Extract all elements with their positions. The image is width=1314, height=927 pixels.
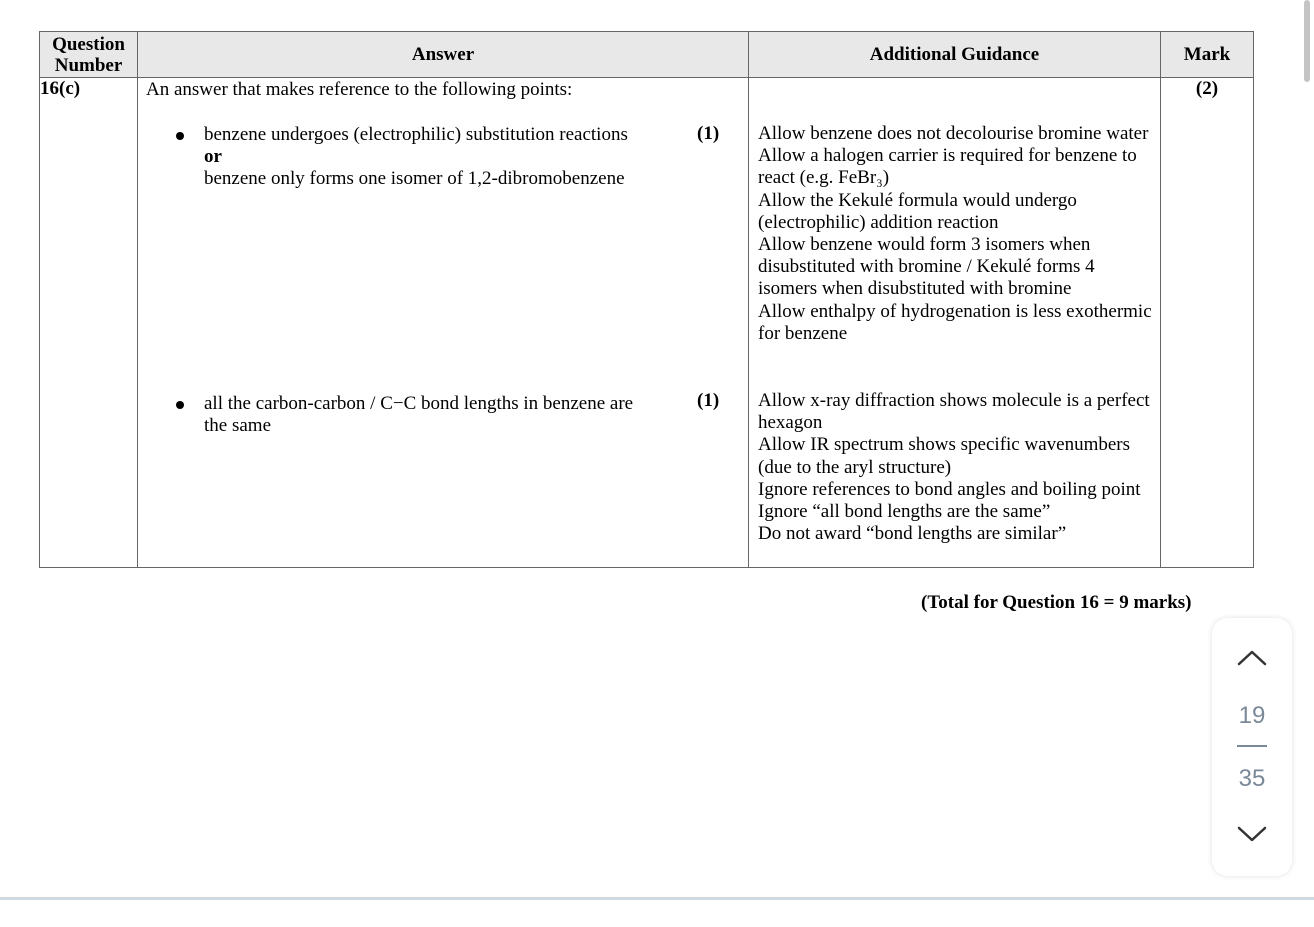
header-mark: Mark: [1161, 32, 1254, 78]
current-page-number: 19: [1238, 702, 1266, 729]
question-number: 16(c): [40, 78, 138, 568]
header-row: [40, 32, 1254, 78]
guidance-line: Allow benzene does not decolourise bromine water: [758, 123, 1149, 144]
guidance-line: Do not award “bond lengths are similar”: [758, 523, 1067, 545]
answer-point-1-connector: or: [204, 146, 222, 167]
mark-scheme-table: [39, 31, 1254, 568]
header-question-number: Question Number: [40, 32, 138, 78]
answer-point-1-mark: (1): [697, 123, 720, 144]
scrollbar[interactable]: [1302, 0, 1314, 898]
guidance-line: Ignore “all bond lengths are the same”: [758, 501, 1051, 523]
guidance-block-2: [758, 390, 1153, 545]
answer-cell: [138, 78, 749, 568]
chevron-up-icon[interactable]: [1234, 644, 1270, 672]
answer-point-1-line1: benzene undergoes (electrophilic) substitution reactions: [204, 124, 628, 145]
guidance-cell: [749, 78, 1161, 568]
table-row: [40, 78, 1254, 568]
bullet-icon: [176, 401, 184, 409]
chevron-down-icon[interactable]: [1234, 820, 1270, 848]
total-pages: 35: [1238, 765, 1266, 792]
page-navigator: [1212, 618, 1292, 876]
page-separator: [1237, 745, 1267, 747]
answer-point-2: all the carbon-carbon / C−C bond lengths in benzene are the same: [204, 393, 634, 436]
answer-intro: An answer that makes reference to the following points:: [146, 79, 573, 100]
guidance-line: Allow benzene would form 3 isomers when disubstituted with bromine / Kekulé forms 4 isomers when disubstituted with bromine: [758, 234, 1095, 300]
scrollbar-thumb[interactable]: [1304, 0, 1310, 82]
guidance-block-1: [758, 123, 1153, 345]
total-mark: (2): [1161, 78, 1254, 568]
guidance-line: Allow IR spectrum shows specific wavenumbers (due to the aryl structure): [758, 434, 1131, 478]
bullet-icon: [176, 132, 184, 140]
header-answer: Answer: [138, 32, 749, 78]
guidance-line: Allow enthalpy of hydrogenation is less exothermic for benzene: [758, 300, 1152, 344]
question-total: (Total for Question 16 = 9 marks): [921, 592, 1192, 613]
guidance-line: Allow x-ray diffraction shows molecule is a perfect hexagon: [758, 390, 1150, 434]
answer-point-1-line2: benzene only forms one isomer of 1,2-dibromobenzene: [204, 168, 625, 189]
bottom-divider: [0, 897, 1314, 900]
guidance-line: Allow a halogen carrier is required for benzene to react (e.g. FeBr₃): [758, 145, 1137, 189]
guidance-line: Ignore references to bond angles and boiling point: [758, 478, 1141, 500]
answer-point-2-mark: (1): [697, 390, 720, 411]
answer-point-1: [204, 124, 649, 190]
guidance-line: Allow the Kekulé formula would undergo (electrophilic) addition reaction: [758, 189, 1077, 233]
header-additional-guidance: Additional Guidance: [749, 32, 1161, 78]
